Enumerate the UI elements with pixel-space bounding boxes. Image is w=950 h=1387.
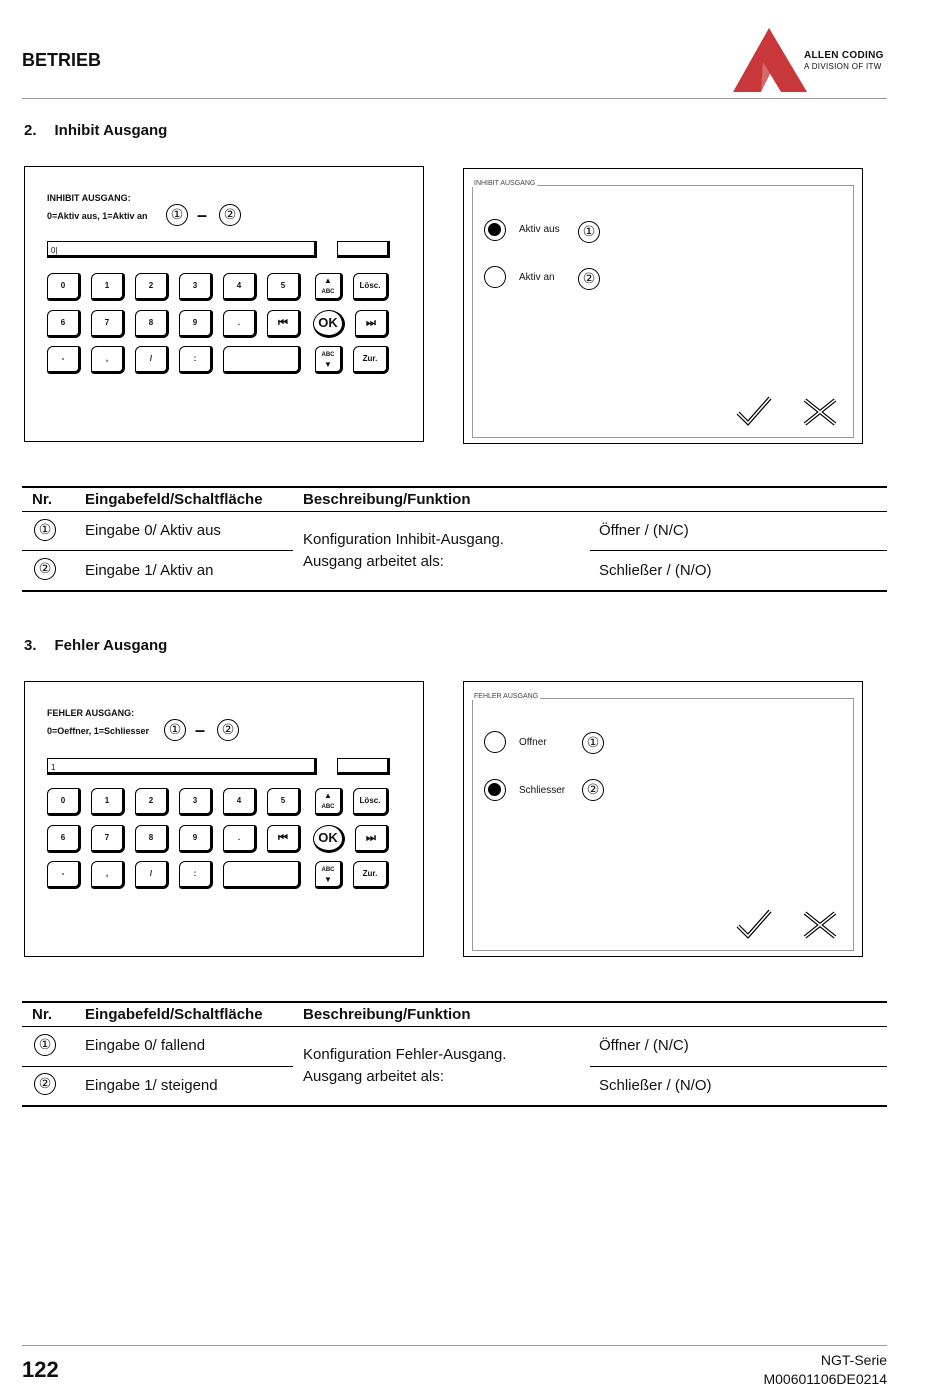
table-rule <box>22 1001 887 1003</box>
key-comma[interactable]: , <box>91 346 125 374</box>
marker-1: ① <box>578 221 600 243</box>
key-colon[interactable]: : <box>179 346 213 374</box>
key-6[interactable]: 6 <box>47 310 81 338</box>
allen-coding-logo-icon <box>733 28 809 94</box>
inhibit-radio-dialog <box>463 168 863 444</box>
radio-label: Offner <box>519 737 547 748</box>
shift-up-button[interactable]: ▲ ABC <box>315 273 343 301</box>
marker-dash: – <box>197 205 208 225</box>
table-description: Ausgang arbeitet als: <box>303 553 444 570</box>
confirm-check-icon[interactable] <box>736 908 772 940</box>
delete-button[interactable]: Lösc. <box>353 273 389 301</box>
section-2-title: 2. Inhibit Ausgang <box>24 122 168 139</box>
row-marker-1: ① <box>34 1034 56 1056</box>
table-cell: Schließer / (N/O) <box>599 562 712 579</box>
key-9[interactable]: 9 <box>179 825 213 853</box>
key-8[interactable]: 8 <box>135 825 169 853</box>
table-rule <box>22 511 887 512</box>
key-5[interactable]: 5 <box>267 273 301 301</box>
shift-down-button[interactable]: ABC ▼ <box>315 861 343 889</box>
cancel-x-icon[interactable] <box>802 910 838 940</box>
page-number: 122 <box>22 1357 59 1382</box>
key-0[interactable]: 0 <box>47 788 81 816</box>
arrow-down-icon: ▼ <box>324 360 332 369</box>
marker-1: ① <box>164 719 186 741</box>
table-cell: Eingabe 1/ steigend <box>85 1077 218 1094</box>
key-6[interactable]: 6 <box>47 825 81 853</box>
key-0[interactable]: 0 <box>47 273 81 301</box>
value-input[interactable]: 0| <box>47 241 317 258</box>
fehler-radio-dialog <box>463 681 863 957</box>
value-input[interactable]: 1 <box>47 758 317 775</box>
table-rule <box>590 1066 887 1067</box>
key-2[interactable]: 2 <box>135 273 169 301</box>
table-cell: Eingabe 0/ fallend <box>85 1037 206 1054</box>
skip-forward-icon: ⏭ <box>366 317 376 329</box>
dialog-legend: FEHLER AUSGANG <box>474 693 539 700</box>
marker-2: ② <box>578 268 600 290</box>
ok-button[interactable]: OK <box>313 825 345 853</box>
key-8[interactable]: 8 <box>135 310 169 338</box>
skip-back-icon: ⏮ <box>278 317 288 329</box>
key-slash[interactable]: / <box>135 861 169 889</box>
table-rule <box>22 486 887 488</box>
header-divider <box>22 98 887 99</box>
row-marker-1: ① <box>34 519 56 541</box>
key-9[interactable]: 9 <box>179 310 213 338</box>
cursor-left-button[interactable] <box>267 310 301 338</box>
footer-divider <box>22 1345 887 1346</box>
keyboard-title: INHIBIT AUSGANG: <box>47 193 131 203</box>
cancel-x-icon[interactable] <box>802 397 838 427</box>
marker-dash: – <box>195 720 206 740</box>
table-rule <box>22 550 293 551</box>
secondary-input[interactable] <box>337 758 390 775</box>
table-rule <box>22 1066 293 1067</box>
row-marker-2: ② <box>34 558 56 580</box>
marker-2: ② <box>219 204 241 226</box>
radio-label: Aktiv an <box>519 272 555 283</box>
table-header-desc: Beschreibung/Funktion <box>303 1006 471 1023</box>
table-cell: Eingabe 0/ Aktiv aus <box>85 522 221 539</box>
table-description: Ausgang arbeitet als: <box>303 1068 444 1085</box>
arrow-up-icon: ▲ <box>324 791 332 800</box>
secondary-input[interactable] <box>337 241 390 258</box>
back-button[interactable]: Zur. <box>353 346 389 374</box>
logo-text: ALLEN CODING <box>804 50 884 61</box>
dialog-frame <box>472 185 854 438</box>
key-2[interactable]: 2 <box>135 788 169 816</box>
marker-1: ① <box>582 732 604 754</box>
keyboard-hint: 0=Oeffner, 1=Schliesser <box>47 726 150 736</box>
arrow-up-icon: ▲ <box>324 276 332 285</box>
key-7[interactable]: 7 <box>91 310 125 338</box>
shift-up-button[interactable]: ▲ ABC <box>315 788 343 816</box>
key-4[interactable]: 4 <box>223 788 257 816</box>
radio-schliesser[interactable] <box>484 779 506 801</box>
table-cell: Eingabe 1/ Aktiv an <box>85 562 214 579</box>
key-3[interactable]: 3 <box>179 788 213 816</box>
row-marker-2: ② <box>34 1073 56 1095</box>
key-5[interactable]: 5 <box>267 788 301 816</box>
radio-aktiv-aus[interactable] <box>484 219 506 241</box>
key-comma[interactable]: , <box>91 861 125 889</box>
arrow-down-icon: ▼ <box>324 875 332 884</box>
key-1[interactable]: 1 <box>91 273 125 301</box>
table-cell: Schließer / (N/O) <box>599 1077 712 1094</box>
dialog-legend: INHIBIT AUSGANG <box>474 180 536 187</box>
section-heading: BETRIEB <box>22 50 102 70</box>
key-1[interactable]: 1 <box>91 788 125 816</box>
keyboard-title: FEHLER AUSGANG: <box>47 708 135 718</box>
radio-label: Aktiv aus <box>519 224 560 235</box>
inhibit-keyboard-screen <box>24 166 424 442</box>
key-3[interactable]: 3 <box>179 273 213 301</box>
back-button[interactable]: Zur. <box>353 861 389 889</box>
logo-subtext: A DIVISION OF ITW <box>804 62 882 71</box>
table-rule <box>590 550 887 551</box>
cursor-right-button[interactable] <box>355 825 389 853</box>
space-key[interactable] <box>223 346 301 374</box>
table-description: Konfiguration Fehler-Ausgang. <box>303 1046 507 1063</box>
cursor-right-button[interactable] <box>355 310 389 338</box>
key-colon[interactable]: : <box>179 861 213 889</box>
footer-doc-id: M00601106DE0214 <box>763 1371 887 1387</box>
dialog-frame <box>472 698 854 951</box>
marker-2: ② <box>582 779 604 801</box>
key-7[interactable]: 7 <box>91 825 125 853</box>
confirm-check-icon[interactable] <box>736 395 772 427</box>
table-rule <box>22 1026 887 1027</box>
ok-button[interactable]: OK <box>313 310 345 338</box>
table-header-nr: Nr. <box>32 1006 53 1023</box>
section-3-title: 3. Fehler Ausgang <box>24 637 168 654</box>
keyboard-hint: 0=Aktiv aus, 1=Aktiv an <box>47 211 148 221</box>
key-4[interactable]: 4 <box>223 273 257 301</box>
key-minus[interactable]: - <box>47 346 81 374</box>
shift-down-button[interactable]: ABC ▼ <box>315 346 343 374</box>
table-rule <box>22 1105 887 1107</box>
cursor-left-button[interactable] <box>267 825 301 853</box>
delete-button[interactable]: Lösc. <box>353 788 389 816</box>
skip-forward-icon: ⏭ <box>366 832 376 844</box>
table-header-desc: Beschreibung/Funktion <box>303 491 471 508</box>
table-header-nr: Nr. <box>32 491 53 508</box>
key-slash[interactable]: / <box>135 346 169 374</box>
space-key[interactable] <box>223 861 301 889</box>
fehler-keyboard-screen <box>24 681 424 957</box>
radio-aktiv-an[interactable] <box>484 266 506 288</box>
skip-back-icon: ⏮ <box>278 832 288 844</box>
radio-offner[interactable] <box>484 731 506 753</box>
key-dot[interactable]: . <box>223 310 257 338</box>
key-dot[interactable]: . <box>223 825 257 853</box>
table-header-field: Eingabefeld/Schaltfläche <box>85 491 263 508</box>
table-rule <box>22 590 887 592</box>
table-description: Konfiguration Inhibit-Ausgang. <box>303 531 504 548</box>
table-header-field: Eingabefeld/Schaltfläche <box>85 1006 263 1023</box>
radio-label: Schliesser <box>519 785 566 796</box>
marker-1: ① <box>166 204 188 226</box>
footer-series: NGT-Serie <box>820 1352 887 1368</box>
key-minus[interactable]: - <box>47 861 81 889</box>
table-cell: Öffner / (N/C) <box>599 522 689 539</box>
marker-2: ② <box>217 719 239 741</box>
table-cell: Öffner / (N/C) <box>599 1037 689 1054</box>
